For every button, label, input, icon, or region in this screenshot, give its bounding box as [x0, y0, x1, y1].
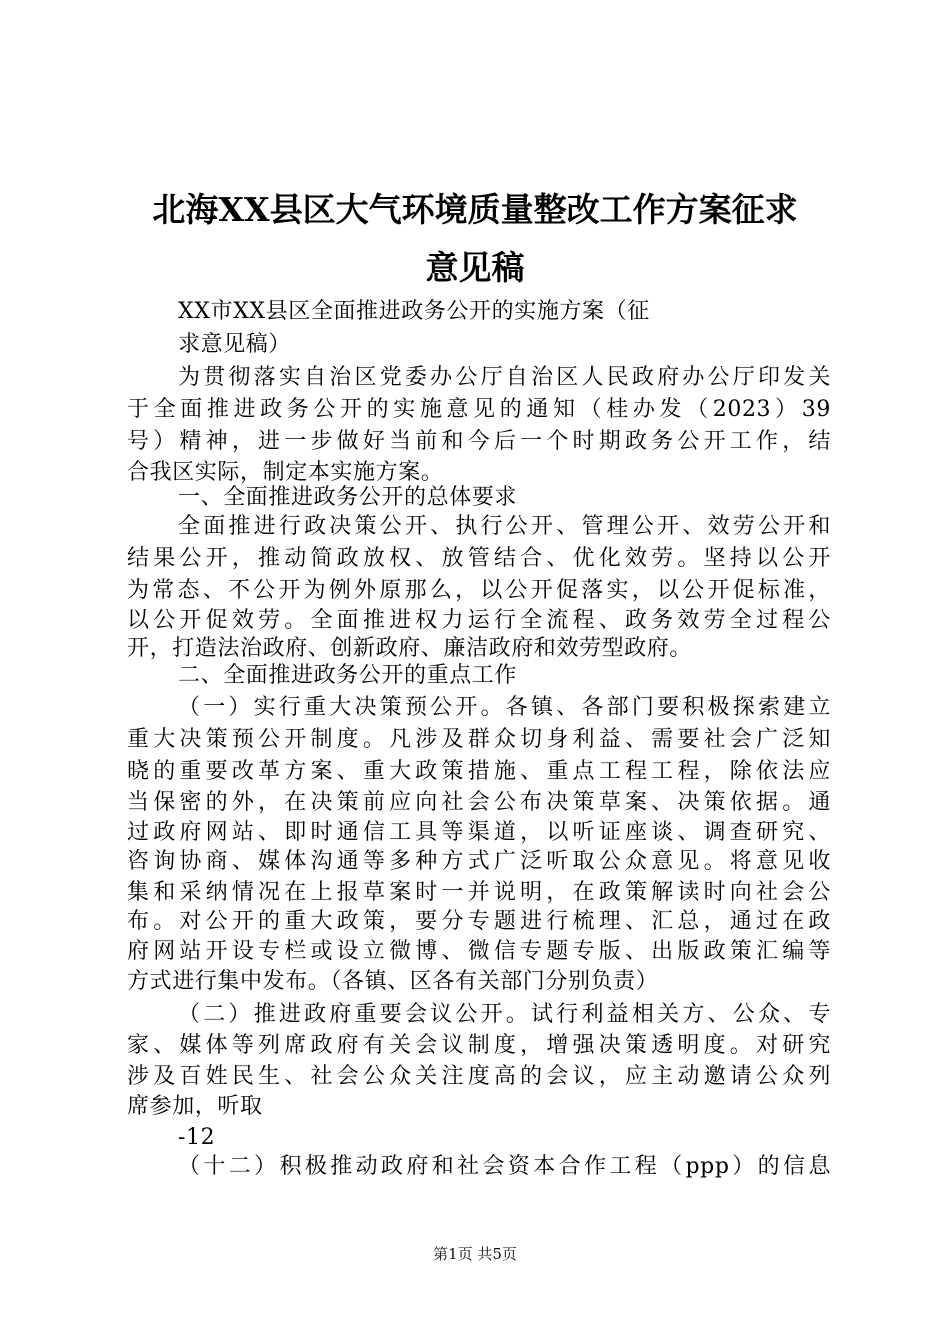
body-line: 席参加，听取 [127, 1094, 263, 1119]
body-line: 府网站开设专栏或设立微博、微信专题专版、出版政策汇编等 [127, 939, 831, 964]
body-line: 结果公开，推动简政放权、放管结合、优化效劳。坚持以公开 [127, 546, 831, 571]
body-line: 家、媒体等列席政府有关会议制度，增强决策透明度。对研究 [127, 1033, 831, 1058]
body-line: 咨询协商、媒体沟通等多种方式广泛听取公众意见。将意见收 [127, 849, 831, 874]
page-footer: 第1页 共5页 [433, 1245, 517, 1263]
body-line: 重大决策预公开制度。凡涉及群众切身利益、需要社会广泛知 [127, 727, 831, 752]
body-line: （十二）积极推动政府和社会资本合作工程（ppp）的信息 [178, 1154, 831, 1179]
body-line: 为常态、不公开为例外原那么，以公开促落实，以公开促标准， [127, 578, 831, 603]
body-line: 当保密的外，在决策前应向社会公布决策草案、决策依据。通 [127, 790, 831, 815]
section-heading-2: 二、全面推进政务公开的重点工作 [178, 663, 518, 688]
body-line: 合我区实际，制定本实施方案。 [127, 460, 444, 485]
section-heading-1: 一、全面推进政务公开的总体要求 [178, 485, 518, 510]
body-line: （二）推进政府重要会议公开。试行利益相关方、公众、专 [178, 1002, 831, 1027]
body-line: 涉及百姓民生、社会公众关注度高的会议，应主动邀请公众列 [127, 1064, 831, 1089]
subtitle-line-2: 求意见稿） [178, 332, 292, 357]
body-line: （一）实行重大决策预公开。各镇、各部门要积极探索建立 [178, 695, 831, 720]
body-line: 过政府网站、即时通信工具等渠道，以听证座谈、调查研究、 [127, 820, 831, 845]
body-line: 晓的重要改革方案、重大政策措施、重点工程工程，除依法应 [127, 759, 831, 784]
body-line: 号）精神，进一步做好当前和今后一个时期政务公开工作，结 [127, 429, 831, 454]
body-line: 于全面推进政务公开的实施意见的通知（桂办发（2023）39 [127, 397, 831, 422]
body-line: 开，打造法治政府、创新政府、廉洁政府和效劳型政府。 [127, 636, 693, 661]
body-line: 全面推进行政决策公开、执行公开、管理公开、效劳公开和 [178, 514, 831, 539]
body-line: 集和采纳情况在上报草案时一并说明，在政策解读时向社会公 [127, 880, 831, 905]
body-line: 方式进行集中发布。（各镇、区各有关部门分别负责） [127, 969, 659, 994]
page-marker: -12 [178, 1125, 216, 1150]
document-title-line-2: 意见稿 [425, 248, 525, 287]
body-line: 布。对公开的重大政策，要分专题进行梳理、汇总，通过在政 [127, 909, 831, 934]
body-line: 为贯彻落实自治区党委办公厅自治区人民政府办公厅印发关 [178, 365, 831, 390]
body-line: 以公开促效劳。全面推进权力运行全流程、政务效劳全过程公 [127, 608, 831, 633]
document-title-line-1: 北海XX县区大气环境质量整改工作方案征求 [152, 190, 798, 229]
subtitle-line-1: XX市XX县区全面推进政务公开的实施方案（征 [178, 299, 650, 324]
